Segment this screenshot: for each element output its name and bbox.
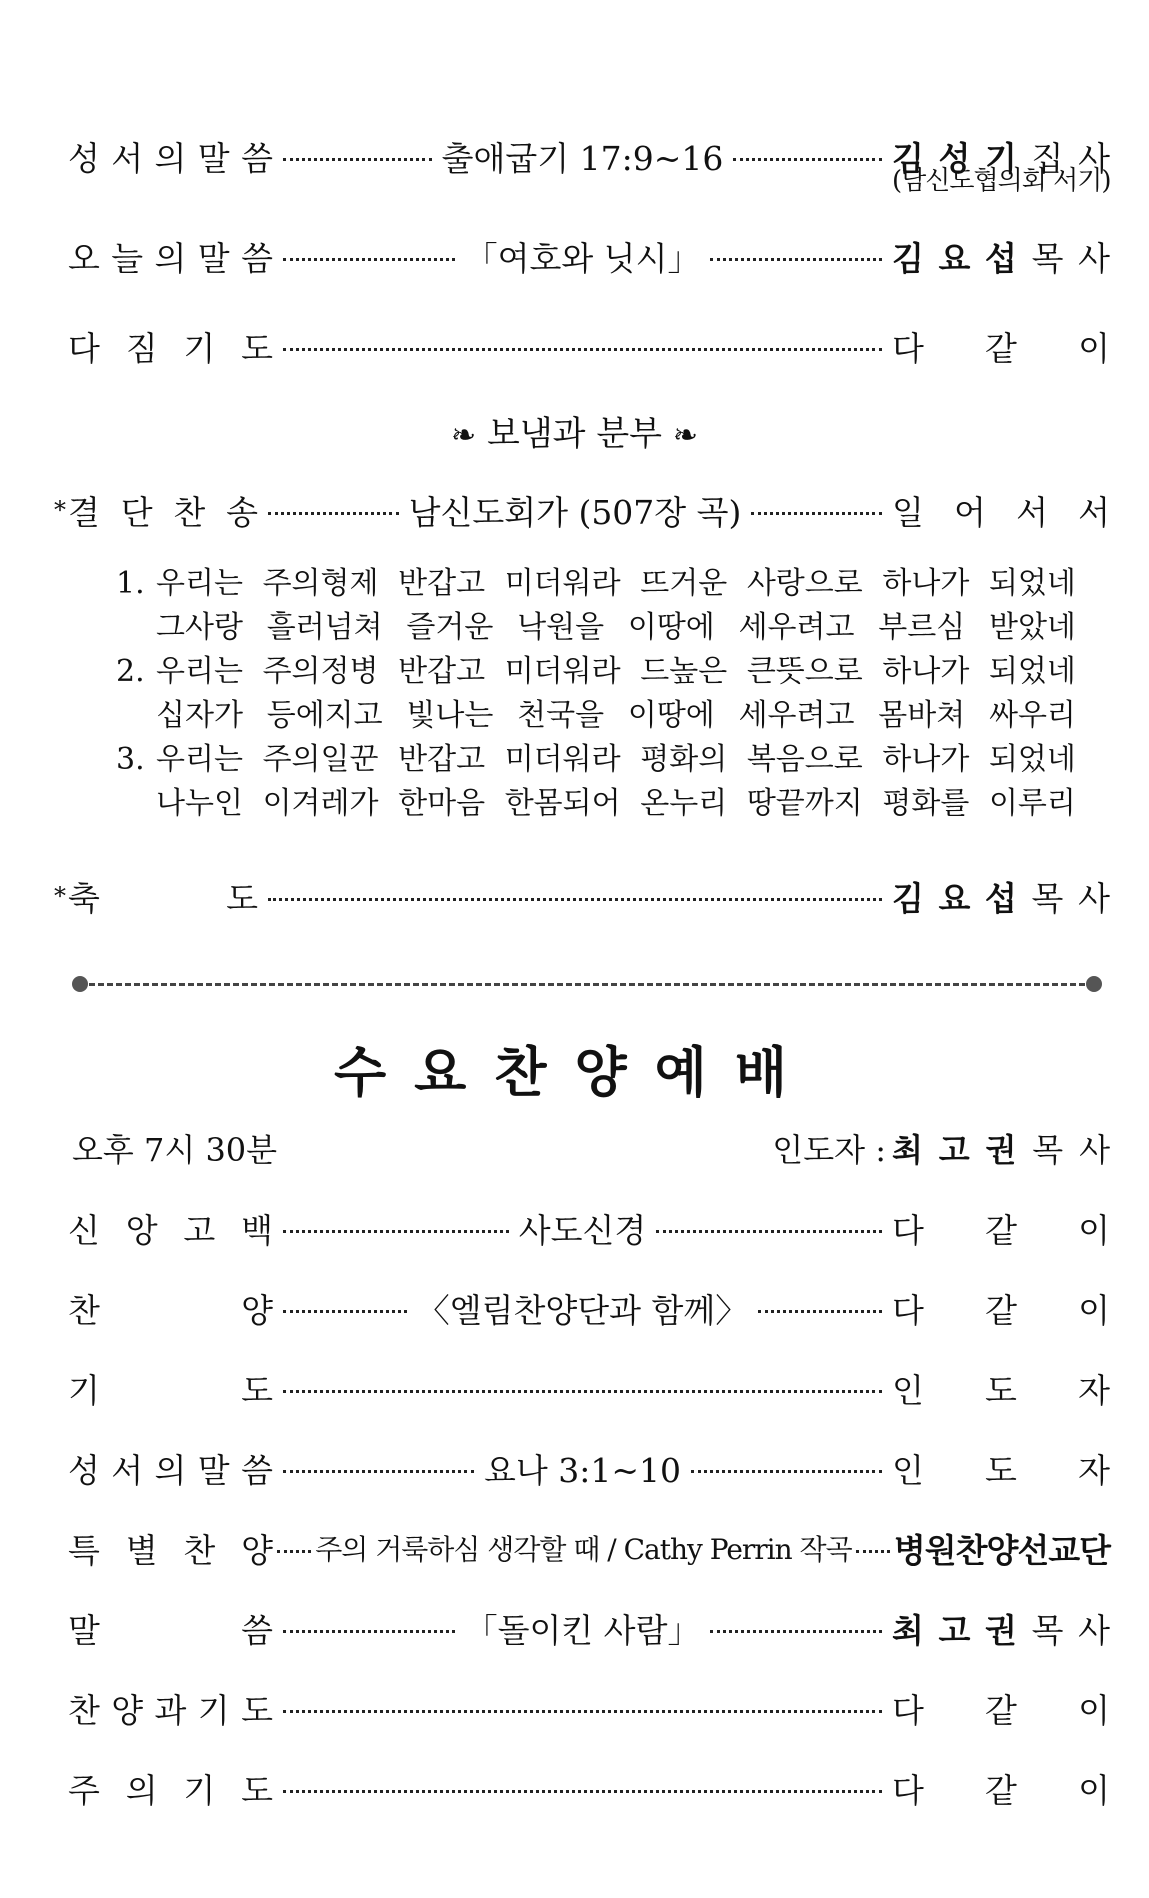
praise-prayer-row xyxy=(68,1680,1110,1736)
divider-dot xyxy=(1086,976,1102,992)
leader-dots xyxy=(283,1310,407,1313)
special-praise-label: 특 별 찬 양 xyxy=(68,1530,273,1570)
service-title: 수요찬양예배 xyxy=(334,1041,815,1104)
message-row xyxy=(68,228,1110,284)
hymn-lyrics xyxy=(116,562,1076,826)
benediction-row xyxy=(54,868,1110,924)
sermon-row xyxy=(68,1600,1110,1656)
special-praise-row xyxy=(68,1520,1110,1576)
leader-dots xyxy=(751,512,882,515)
leader-dots xyxy=(283,1790,882,1793)
benediction-label: 축 도 xyxy=(68,878,258,918)
prayer-right: 인 도 자 xyxy=(892,1370,1110,1410)
message-label: 오 늘 의 말 씀 xyxy=(68,238,273,278)
service-time: 오후 7시 30분 xyxy=(72,1131,278,1169)
message-title: 「여호와 닛시」 xyxy=(464,238,701,278)
ornament-icon: ❧ xyxy=(451,418,477,453)
service-leader: 인도자 : 최 고 권 목 사 xyxy=(772,1131,1110,1169)
leader-dots xyxy=(710,1630,882,1633)
hymn-label: 결 단 찬 송 xyxy=(68,492,258,532)
praise-prayer-right: 다 같 이 xyxy=(892,1690,1110,1730)
ornament-icon: ❧ xyxy=(672,418,698,453)
creed-row xyxy=(68,1200,1110,1256)
pledge-label: 다 짐 기 도 xyxy=(68,328,273,368)
creed-right: 다 같 이 xyxy=(892,1210,1110,1250)
leader-dots xyxy=(733,158,882,161)
section-divider xyxy=(72,976,1102,992)
special-praise-text: 주의 거룩하심 생각할 때 / Cathy Perrin 작곡 xyxy=(315,1533,852,1566)
leader-dots xyxy=(268,898,882,901)
lords-prayer-label: 주 의 기 도 xyxy=(68,1770,273,1810)
divider-dot xyxy=(72,976,88,992)
praise-text: 〈엘림찬양단과 함께〉 xyxy=(416,1290,749,1330)
message-person: 김 요 섭 목 사 xyxy=(892,238,1110,278)
reading-person-note: (남신도협의회 서기) xyxy=(892,166,1111,196)
leader-dots xyxy=(268,512,399,515)
praise-prayer-label: 찬 양 과 기 도 xyxy=(68,1690,273,1730)
leader-dots xyxy=(283,1630,455,1633)
prayer-label: 기 도 xyxy=(68,1370,273,1410)
sermon-title: 「돌이킨 사람」 xyxy=(464,1610,701,1650)
scripture-label: 성 서 의 말 씀 xyxy=(68,1450,273,1490)
praise-row xyxy=(68,1280,1110,1336)
creed-text: 사도신경 xyxy=(518,1210,647,1250)
scripture-row xyxy=(68,1440,1110,1496)
leader-dots xyxy=(758,1310,882,1313)
lyric-line: 1. 우리는 주의형제 반갑고 미더워라 뜨거운 사랑으로 하나가 되었네 xyxy=(116,566,1076,601)
leader-dots xyxy=(283,1710,882,1713)
hymn-right: 일 어 서 서 xyxy=(892,492,1110,532)
benediction-person: 김 요 섭 목 사 xyxy=(892,878,1110,918)
leader-dots xyxy=(283,1470,474,1473)
lyric-line: 2. 우리는 주의정병 반갑고 미더워라 드높은 큰뜻으로 하나가 되었네 xyxy=(116,654,1076,689)
lyric-line: 나누인 이겨레가 한마음 한몸되어 온누리 땅끝까지 평화를 이루리 xyxy=(156,786,1076,821)
scripture-text: 요나 3:1~10 xyxy=(484,1450,681,1490)
lyric-line: 3. 우리는 주의일꾼 반갑고 미더워라 평화의 복음으로 하나가 되었네 xyxy=(116,742,1076,777)
lyric-line: 그사랑 흘러넘쳐 즐거운 낙원을 이땅에 세우려고 부르심 받았네 xyxy=(156,610,1076,645)
leader-dots xyxy=(283,158,432,161)
reading-text: 출애굽기 17:9~16 xyxy=(441,138,724,178)
lords-prayer-right: 다 같 이 xyxy=(892,1770,1110,1810)
leader-dots xyxy=(283,258,455,261)
hymn-text: 남신도회가 (507장 곡) xyxy=(408,492,742,532)
praise-right: 다 같 이 xyxy=(892,1290,1110,1330)
pledge-row xyxy=(68,318,1110,374)
leader-dots xyxy=(283,1390,882,1393)
leader-dots xyxy=(656,1230,882,1233)
standing-mark: * xyxy=(54,496,66,524)
hymn-row xyxy=(54,482,1110,538)
reading-person: 김 성 기 집 사 xyxy=(892,138,1110,178)
service-info xyxy=(72,1125,1110,1171)
standing-mark: * xyxy=(54,882,66,910)
leader-dots xyxy=(283,1230,509,1233)
leader-dots xyxy=(710,258,882,261)
leader-dots xyxy=(283,348,882,351)
special-praise-right: 병원찬양선교단 xyxy=(893,1530,1111,1570)
creed-label: 신 앙 고 백 xyxy=(68,1210,273,1250)
sermon-person: 최 고 권 목 사 xyxy=(892,1610,1110,1650)
sending-heading: ❧ 보냄과 분부 ❧ xyxy=(451,414,698,454)
lords-prayer-row xyxy=(68,1760,1110,1816)
scripture-right: 인 도 자 xyxy=(892,1450,1110,1490)
leader-dots xyxy=(277,1550,311,1553)
prayer-row xyxy=(68,1360,1110,1416)
lyric-line: 십자가 등에지고 빛나는 천국을 이땅에 세우려고 몸바쳐 싸우리 xyxy=(156,698,1076,733)
sermon-label: 말 씀 xyxy=(68,1610,273,1650)
leader-dots xyxy=(856,1550,890,1553)
praise-label: 찬 양 xyxy=(68,1290,273,1330)
pledge-right: 다 같 이 xyxy=(892,328,1110,368)
reading-label: 성 서 의 말 씀 xyxy=(68,138,273,178)
leader-dots xyxy=(691,1470,882,1473)
